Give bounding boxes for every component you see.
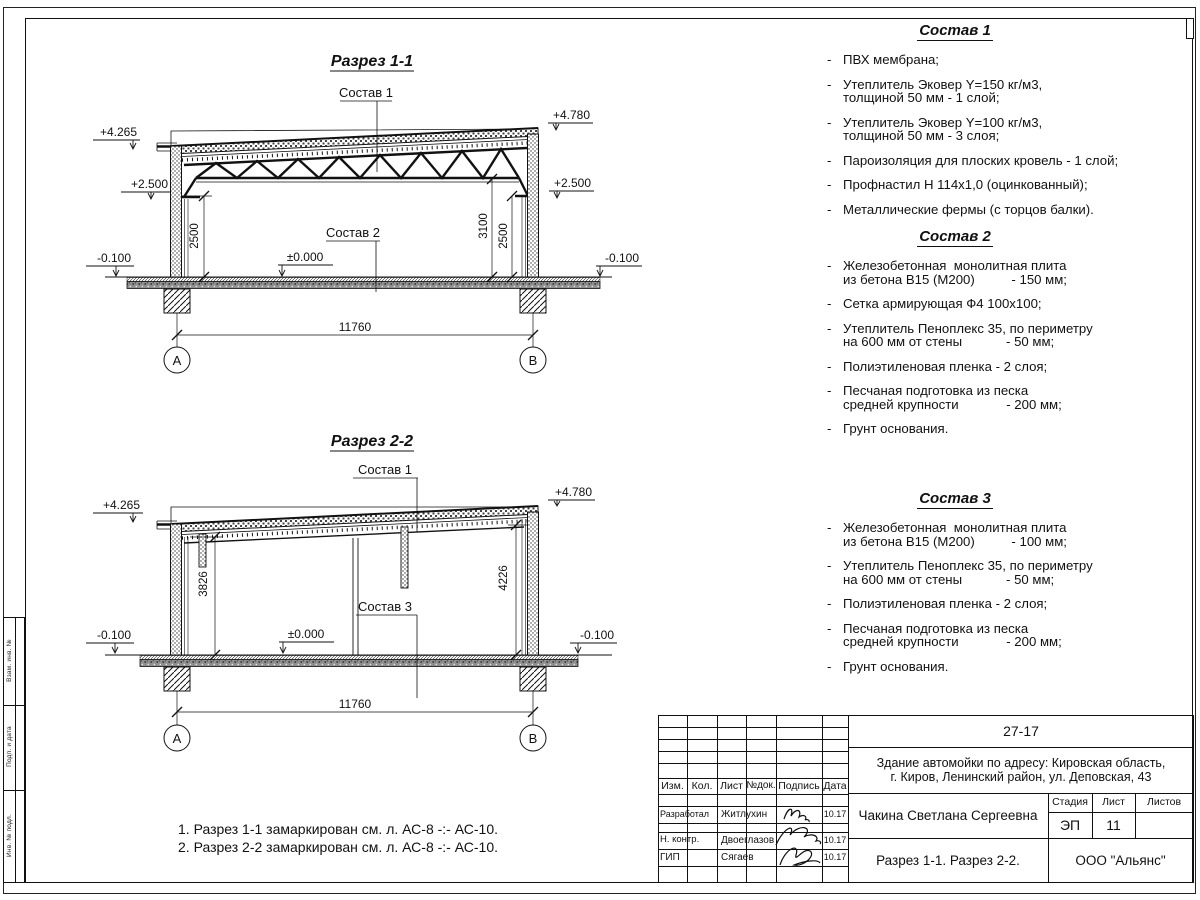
dash-bullet: - [827, 658, 832, 674]
floor-slab [105, 655, 612, 667]
composition-3 [820, 490, 1195, 684]
sheet-value: 11 [1106, 816, 1121, 833]
row-date: 10.17 [823, 835, 847, 846]
list-item: - Утеплитель Пеноплекс 35, по периметру на 600 мм от стены - 50 мм; [820, 559, 1195, 586]
elevation-mid-left: +2.500 [130, 177, 168, 191]
elevation-top-right: +4.780 [554, 485, 592, 499]
note-line-1: 1. Разрез 1-1 замаркирован см. л. АС-8 -:- АС-10. [178, 821, 498, 837]
list-item: - Сетка армирующая Ф4 100х100; [820, 297, 1195, 311]
col-kol: Кол. [691, 779, 713, 792]
title-block [658, 715, 1194, 883]
list-item: - Профнастил Н 114х1,0 (оцинкованный); [820, 178, 1195, 192]
list-item: - Грунт основания. [820, 422, 1195, 436]
composition-2-heading: Состав 2 [919, 228, 991, 245]
axis-b-label: В [528, 353, 538, 368]
dim-4226: 4226 [498, 565, 510, 591]
side-cell-label: Подп. и дата [6, 726, 13, 767]
stage-value: ЭП [1059, 816, 1081, 833]
section1-sostav2-label: Состав 2 [326, 225, 380, 240]
elevation-top-left: +4.265 [102, 498, 140, 512]
dim-2500-left: 2500 [189, 223, 201, 249]
elevation-ground-left: -0.100 [96, 628, 131, 642]
dash-bullet: - [827, 383, 832, 398]
side-cell-label: Взам. инв. № [6, 638, 13, 682]
list-item: - Утеплитель Эковер Y=100 кг/м3, толщиной 50 мм - 3 слоя; [820, 116, 1195, 143]
row-name: Сягаев [721, 851, 754, 863]
list-item: - Железобетонная монолитная плита из бетона В15 (М200) - 150 мм; [820, 259, 1195, 286]
dash-bullet: - [827, 421, 832, 436]
dash-bullet: - [827, 596, 832, 611]
list-item: - Песчаная подготовка из песка средней крупности - 200 мм; [820, 622, 1195, 649]
dash-bullet: - [827, 320, 832, 336]
dash-bullet: - [827, 358, 832, 374]
dash-bullet: - [827, 114, 832, 130]
dim-3826: 3826 [198, 571, 210, 597]
axis-a-label: А [172, 731, 182, 746]
sheets-value [1135, 812, 1193, 838]
object-line-2: г. Киров, Ленинский район, ул. Деповская, 43 [890, 770, 1152, 784]
elevation-ground-right: -0.100 [579, 628, 614, 642]
row-date: 10.17 [823, 852, 847, 863]
notes [178, 820, 498, 856]
list-item: - Утеплитель Эковер Y=150 кг/м3, толщиной 50 мм - 1 слой; [820, 78, 1195, 105]
wall-right [528, 134, 539, 277]
elevation-top-left: +4.265 [99, 125, 137, 139]
list-item: - Полиэтиленовая пленка - 2 слоя; [820, 597, 1195, 611]
sheet-label: Лист [1102, 796, 1125, 809]
section1-title: Разрез 1-1 [330, 53, 414, 70]
stage-label: Стадия [1052, 796, 1088, 809]
dim-2500-right: 2500 [498, 223, 510, 249]
col-list: Лист [720, 779, 743, 792]
author-name: Чакина Светлана Сергеевна [858, 807, 1038, 823]
organization: ООО "Альянс" [1075, 852, 1166, 868]
elevation-top-right: +4.780 [552, 108, 590, 122]
sheet-title: Разрез 1-1. Разрез 2-2. [876, 852, 1020, 868]
composition-2 [820, 228, 1195, 447]
section2-title: Разрез 2-2 [330, 433, 414, 450]
list-item: - Полиэтиленовая пленка - 2 слоя; [820, 360, 1195, 374]
dim-span: 11760 [338, 697, 372, 711]
row-date: 10.17 [823, 809, 847, 820]
dash-bullet: - [827, 620, 832, 636]
section2-sostav1-label: Состав 1 [358, 462, 412, 477]
dash-bullet: - [827, 558, 832, 573]
elevation-mid-right: +2.500 [553, 176, 591, 190]
dash-bullet: - [827, 177, 832, 192]
dash-bullet: - [827, 76, 832, 92]
wall-left [171, 524, 182, 655]
dash-bullet: - [827, 201, 832, 217]
doc-number: 27-17 [1003, 722, 1039, 739]
dash-bullet: - [827, 258, 832, 273]
list-item: - Пароизоляция для плоских кровель - 1 слой; [820, 154, 1195, 168]
composition-1 [820, 22, 1195, 227]
dash-bullet: - [827, 296, 832, 311]
foundation-right [520, 289, 546, 313]
elevation-ground-right: -0.100 [604, 251, 639, 265]
list-item: - Песчаная подготовка из песка средней крупности - 200 мм; [820, 384, 1195, 411]
dash-bullet: - [827, 152, 832, 168]
axis-a-label: А [172, 353, 182, 368]
composition-3-heading: Состав 3 [919, 490, 991, 507]
composition-1-heading: Состав 1 [919, 22, 991, 39]
truss [178, 148, 536, 197]
wall-left [171, 146, 182, 277]
axis-b-label: В [528, 731, 538, 746]
object-name [848, 747, 1194, 793]
col-data: Дата [823, 779, 847, 792]
object-line-1: Здание автомойки по адресу: Кировская область, [876, 755, 1166, 770]
elevation-ground-left: -0.100 [96, 251, 131, 265]
dim-span: 11760 [338, 320, 372, 334]
signature-gip [770, 839, 826, 871]
foundation-left [164, 289, 190, 313]
row-name: Двоеглазов [721, 834, 775, 846]
dim-3100: 3100 [478, 213, 490, 239]
sheets-label: Листов [1146, 796, 1182, 809]
dash-bullet: - [827, 52, 832, 67]
list-item: - Грунт основания. [820, 660, 1195, 674]
row-role: Разработал [660, 809, 709, 820]
wall-right [528, 512, 539, 655]
col-podpis: Подпись [778, 779, 820, 792]
floor-slab [105, 277, 612, 289]
row-role: ГИП [660, 851, 680, 863]
note-line-2: 2. Разрез 2-2 замаркирован см. л. АС-8 -:- АС-10. [178, 839, 498, 855]
row-role: Н. контр. [660, 834, 700, 846]
side-cell-label: Инв. № подл. [6, 813, 13, 857]
col-izm: Изм. [661, 779, 684, 792]
foundation-right [520, 667, 546, 691]
list-item: - Металлические фермы (с торцов балки). [820, 203, 1195, 217]
list-item: - Железобетонная монолитная плита из бетона В15 (М200) - 100 мм; [820, 521, 1195, 548]
list-item: - Утеплитель Пеноплекс 35, по периметру на 600 мм от стены - 50 мм; [820, 322, 1195, 349]
list-item: - ПВХ мембрана; [820, 53, 1195, 67]
foundation-left [164, 667, 190, 691]
dash-bullet: - [827, 520, 832, 535]
section2-sostav3-label: Состав 3 [358, 599, 412, 614]
row-name: Житлухин [721, 808, 768, 820]
section1-sostav1-label: Состав 1 [339, 85, 393, 100]
elevation-zero: ±0.000 [287, 627, 325, 641]
elevation-zero: ±0.000 [286, 250, 324, 264]
col-ndok: №док. [746, 780, 776, 792]
